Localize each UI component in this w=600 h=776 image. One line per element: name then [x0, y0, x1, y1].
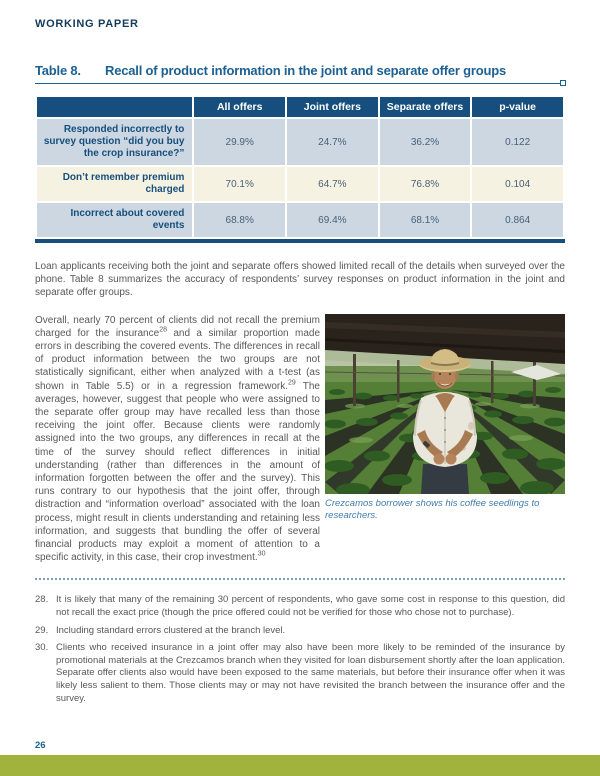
cell-value: 29.9% — [194, 119, 285, 165]
footnote-number: 29. — [35, 624, 49, 636]
two-column-section — [35, 314, 565, 565]
title-rule — [35, 83, 565, 84]
title-rule-endcap — [560, 80, 566, 86]
cell-value: 68.8% — [194, 203, 285, 237]
analysis-paragraph — [35, 314, 320, 565]
cell-value: 69.4% — [287, 203, 378, 237]
table-bottom-bar — [35, 239, 565, 243]
footnote-29 — [35, 625, 565, 638]
header-all-offers: All offers — [194, 97, 285, 117]
footer-green-bar — [0, 755, 600, 776]
cell-value: 64.7% — [287, 167, 378, 201]
footnote-divider — [35, 578, 565, 580]
table-row — [37, 167, 563, 201]
cell-value: 24.7% — [287, 119, 378, 165]
cell-value: 36.2% — [380, 119, 471, 165]
table-row — [37, 203, 563, 237]
table-row — [37, 119, 563, 165]
footnote-ref-28: 28 — [159, 326, 167, 334]
paragraph-text: Overall, nearly 70 percent of clients did not recall the premium charged for the insurance — [35, 314, 320, 339]
row-label: Incorrect about covered events — [37, 203, 192, 237]
table-title-text: Recall of product information in the joint and separate offer groups — [105, 63, 506, 78]
row-label: Responded incorrectly to survey question “did you buy the crop insurance?” — [37, 119, 192, 165]
page-number: 26 — [35, 740, 46, 751]
footnote-30 — [35, 642, 565, 705]
paragraph-text: The averages, however, suggest that people who were assigned to the separate offer group may have recalled less than those receiving the joint offer. Because clients were randomly assigned into the two groups, any differences in recall at the time of the survey should reflect differences in initial understanding (rather than differences in the amount of information forgotten between the offer and the survey). This runs contrary to our hypothesis that the joint offer, through distraction and “information overload” associated with the loan process, might result in clients understanding and retaining less information, and suggests that bundling the offer of several financial products may exploit a moment of attention to a specific activity, in this case, their crop investment. — [35, 380, 320, 564]
header-empty-cell — [37, 97, 192, 117]
header-p-value: p-value — [472, 97, 563, 117]
cell-value: 68.1% — [380, 203, 471, 237]
table-header-row — [37, 97, 563, 117]
footnotes-section — [35, 594, 565, 705]
cell-value: 0.864 — [472, 203, 563, 237]
footnote-number: 28. — [35, 594, 49, 606]
table-8 — [35, 95, 565, 239]
footnote-28 — [35, 594, 565, 619]
cell-value: 0.122 — [472, 119, 563, 165]
field-photo — [325, 314, 565, 494]
footnote-text: It is likely that many of the remaining 30 percent of respondents, who gave some cost in response to this question, did not recall the exact price (though the price offered could not be verified for those who chose not to purchase). — [56, 594, 565, 619]
footnote-number: 30. — [35, 642, 49, 654]
row-label: Don’t remember premium charged — [37, 167, 192, 201]
header-separate-offers: Separate offers — [380, 97, 471, 117]
cell-value: 70.1% — [194, 167, 285, 201]
cell-value: 0.104 — [472, 167, 563, 201]
footnote-ref-30: 30 — [257, 550, 266, 558]
paragraph-text: and a similar proportion made errors in describing the covered events. The differences in recall of product information between the two groups are not statistically significant, either when analyzed with a t-test (as shown in Table 5.5) or in a regression framework. — [35, 327, 321, 392]
footnote-text: Including standard errors clustered at the branch level. — [56, 624, 286, 636]
intro-paragraph: Loan applicants receiving both the joint and separate offers showed limited recall of the details when surveyed over the phone. Table 8 summarizes the accuracy of respondents’ survey responses on product information in the joint and separate offer groups. — [35, 261, 565, 299]
footnote-text: Clients who received insurance in a joint offer may also have been more likely to be reminded of the insurance by promotional materials at the Crezcamos branch when they visited for loan disbursement shortly after the loan application. Separate offer clients also would have been exposed to the same materials, but before their insurance offer when it was likely less salient to them. Those clients may or may not have revisited the branch between the insurance offer and the survey. — [56, 642, 565, 704]
table-title — [35, 63, 565, 83]
table-label: Table 8. — [35, 63, 81, 78]
working-paper-header: WORKING PAPER — [35, 18, 139, 30]
header-joint-offers: Joint offers — [287, 97, 378, 117]
cell-value: 76.8% — [380, 167, 471, 201]
photo-caption: Crezcamos borrower shows his coffee seedlings to researchers. — [325, 497, 540, 521]
footnote-ref-29: 29 — [288, 379, 296, 387]
